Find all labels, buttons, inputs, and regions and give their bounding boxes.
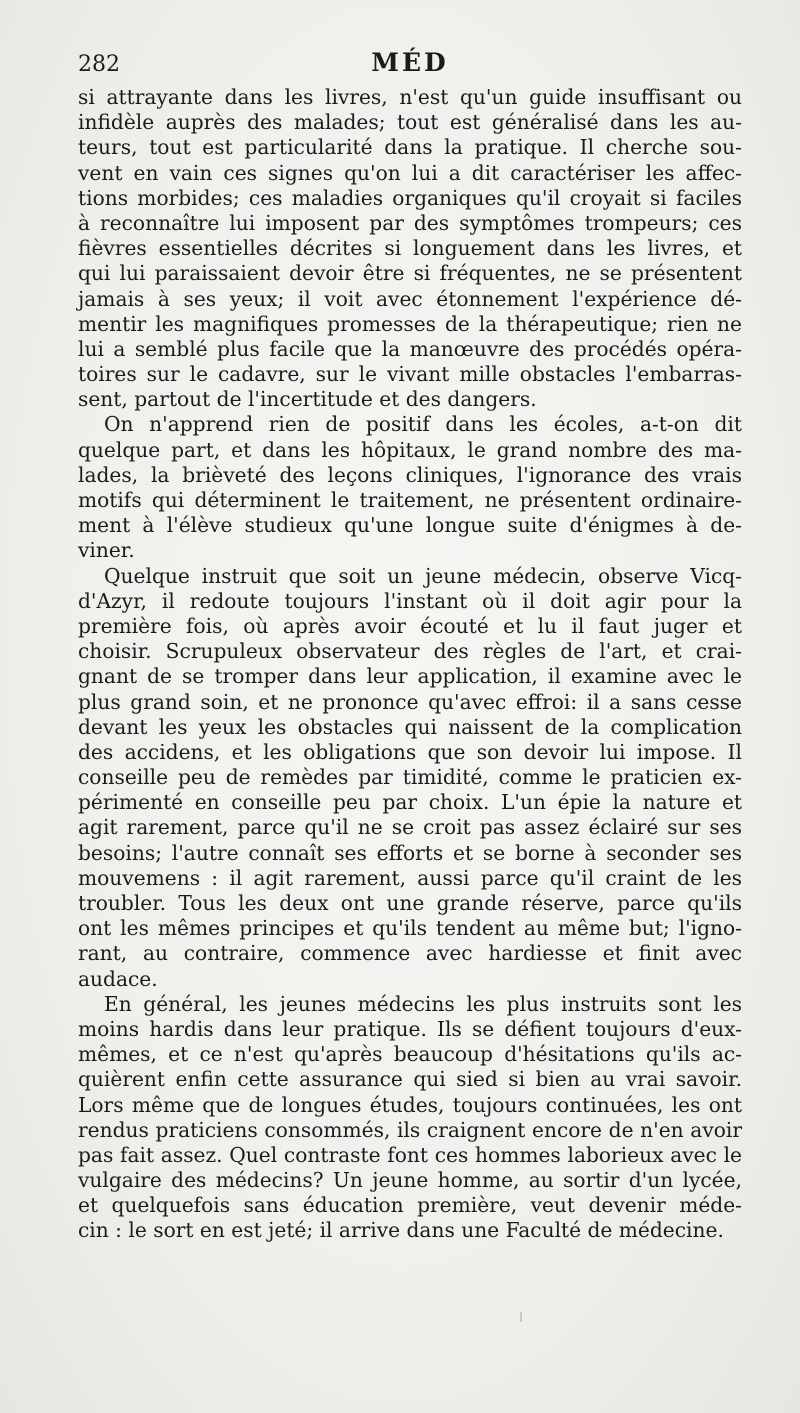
text-line: teurs, tout est particularité dans la pratique. Il cherche sou-	[78, 135, 742, 160]
text-line: quièrent enfin cette assurance qui sied si bien au vrai savoir.	[78, 1067, 742, 1092]
text-line: d'Azyr, il redoute toujours l'instant où il doit agir pour la	[78, 588, 742, 613]
text-line: choisir. Scrupuleux observateur des règles de l'art, et crai-	[78, 639, 742, 664]
text-line: pas fait assez. Quel contraste font ces hommes laborieux avec le	[78, 1142, 742, 1167]
text-line: vent en vain ces signes qu'on lui a dit caractériser les affec-	[78, 160, 742, 185]
body-text	[78, 85, 742, 1244]
text-line: si attrayante dans les livres, n'est qu'un guide insuffisant ou	[78, 85, 742, 109]
text-line: lades, la brièveté des leçons cliniques, l'ignorance des vrais	[78, 462, 742, 487]
text-line: plus grand soin, et ne prononce qu'avec effroi: il a sans cesse	[78, 689, 742, 714]
text-line: à reconnaître lui imposent par des symptômes trompeurs; ces	[78, 210, 742, 235]
text-line: mouvemens : il agit rarement, aussi parce qu'il craint de les	[78, 865, 742, 890]
text-line: moins hardis dans leur pratique. Ils se défient toujours d'eux-	[78, 1016, 742, 1041]
text-line: devant les yeux les obstacles qui naissent de la complication	[78, 714, 742, 739]
text-line: sent, partout de l'incertitude et des dangers.	[78, 387, 537, 412]
text-line: motifs qui déterminent le traitement, ne présentent ordinaire-	[78, 488, 742, 512]
text-line: jamais à ses yeux; il voit avec étonnement l'expérience dé-	[78, 286, 742, 311]
text-line: qui lui paraissaient devoir être si fréquentes, ne se présentent	[78, 261, 742, 286]
text-line: audace.	[78, 966, 158, 991]
text-line: fièvres essentielles décrites si longuement dans les livres, et	[78, 236, 742, 261]
text-line: rendus praticiens consommés, ils craignent encore de n'en avoir	[78, 1117, 742, 1142]
text-line: ment à l'élève studieux qu'une longue suite d'énigmes à de-	[78, 513, 742, 538]
text-line: Lors même que de longues études, toujours continuées, les ont	[78, 1092, 742, 1117]
text-line: tions morbides; ces maladies organiques qu'il croyait si faciles	[78, 185, 742, 210]
running-head: MÉD	[371, 48, 449, 77]
paragraph	[78, 412, 742, 563]
text-line: On n'apprend rien de positif dans les écoles, a-t-on dit	[104, 412, 742, 437]
text-line: vulgaire des médecins? Un jeune homme, au sortir d'un lycée,	[78, 1168, 742, 1193]
text-line: et quelquefois sans éducation première, veut devenir méde-	[78, 1193, 742, 1218]
paragraph	[78, 85, 742, 412]
page-header	[78, 48, 742, 82]
text-line: première fois, où après avoir écouté et lu il faut juger et	[78, 613, 742, 638]
page-number: 282	[78, 52, 120, 77]
text-line: quelque part, et dans les hôpitaux, le grand nombre des ma-	[78, 437, 742, 462]
text-line: gnant de se tromper dans leur application, il examine avec le	[78, 664, 742, 689]
text-line: cin : le sort en est jeté; il arrive dans une Faculté de médecine.	[78, 1218, 724, 1243]
text-line: mêmes, et ce n'est qu'après beaucoup d'hésitations qu'ils ac-	[78, 1042, 742, 1067]
text-line: agit rarement, parce qu'il ne se croit pas assez éclairé sur ses	[78, 815, 742, 840]
paragraph	[78, 564, 742, 992]
print-mark	[520, 1312, 522, 1322]
text-line: lui a semblé plus facile que la manœuvre des procédés opéra-	[78, 336, 742, 361]
text-line: besoins; l'autre connaît ses efforts et se borne à seconder ses	[78, 840, 742, 865]
text-line: ont les mêmes principes et qu'ils tendent au même but; l'igno-	[78, 916, 742, 941]
text-line: conseille peu de remèdes par timidité, comme le praticien ex-	[78, 765, 742, 790]
text-line: Quelque instruit que soit un jeune médecin, observe Vicq-	[104, 563, 742, 588]
text-line: mentir les magnifiques promesses de la thérapeutique; rien ne	[78, 311, 742, 336]
paragraph	[78, 992, 742, 1244]
text-line: rant, au contraire, commence avec hardiesse et finit avec	[78, 941, 742, 966]
text-line: troubler. Tous les deux ont une grande réserve, parce qu'ils	[78, 891, 742, 915]
text-line: En général, les jeunes médecins les plus instruits sont les	[104, 991, 742, 1016]
text-line: viner.	[78, 538, 135, 563]
text-line: toires sur le cadavre, sur le vivant mille obstacles l'embarras-	[78, 362, 742, 387]
text-line: infidèle auprès des malades; tout est généralisé dans les au-	[78, 110, 742, 135]
text-line: des accidens, et les obligations que son devoir lui impose. Il	[78, 739, 742, 764]
text-line: périmenté en conseille peu par choix. L'un épie la nature et	[78, 790, 742, 815]
